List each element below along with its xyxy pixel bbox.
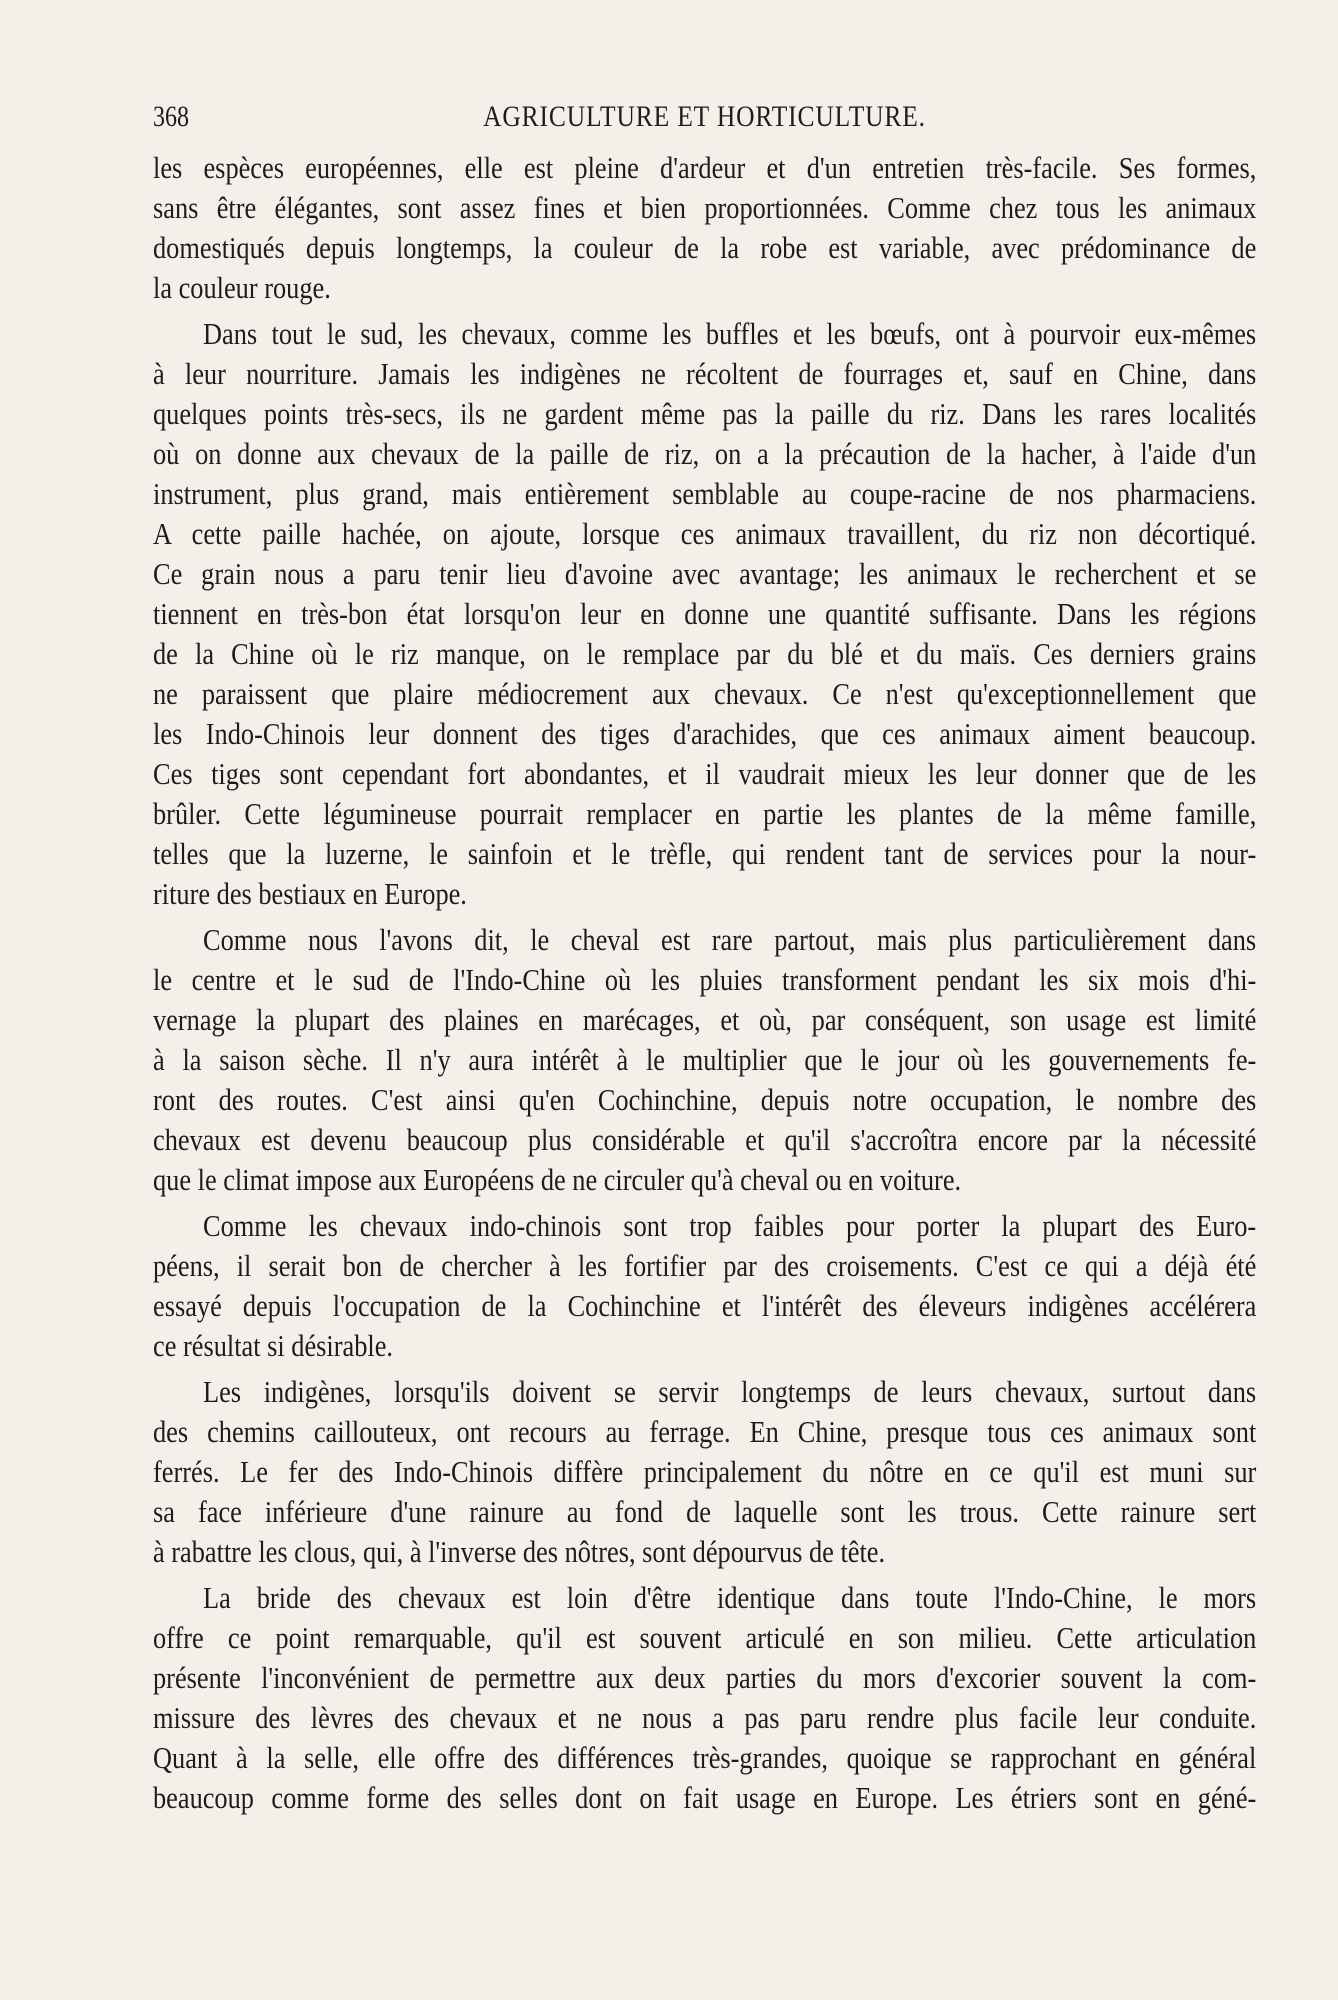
text-line-content: Comme nous l'avons dit, le cheval est rare partout, mais plus particulièrement dans xyxy=(203,922,1257,957)
text-line-content: telles que la luzerne, le sainfoin et le trèfle, qui rendent tant de services pour la nour- xyxy=(153,836,1257,871)
text-line-content: que le climat impose aux Européens de ne circuler qu'à cheval ou en voiture. xyxy=(153,1162,962,1197)
text-line-content: à rabattre les clous, qui, à l'inverse des nôtres, sont dépourvus de tête. xyxy=(153,1534,886,1569)
text-line-content: le centre et le sud de l'Indo-Chine où les pluies transforment pendant les six mois d'hi- xyxy=(153,962,1257,997)
text-line-content: où on donne aux chevaux de la paille de riz, on a la précaution de la hacher, à l'aide d'un xyxy=(153,436,1257,471)
text-line-content: tiennent en très-bon état lorsqu'on leur en donne une quantité suffisante. Dans les régions xyxy=(153,596,1257,631)
text-line-content: à la saison sèche. Il n'y aura intérêt à le multiplier que le jour où les gouvernements fe- xyxy=(153,1042,1257,1077)
text-line-content: les espèces européennes, elle est pleine d'ardeur et d'un entretien très-facile. Ses formes, xyxy=(153,150,1257,185)
paragraph xyxy=(153,1206,1256,1366)
paragraph xyxy=(153,1372,1256,1572)
text-line-content: à leur nourriture. Jamais les indigènes ne récoltent de fourrages et, sauf en Chine, dans xyxy=(153,356,1257,391)
text-line xyxy=(153,1206,1256,1246)
text-line-content: ne paraissent que plaire médiocrement aux chevaux. Ce n'est qu'exceptionnellement que xyxy=(153,676,1257,711)
text-line-content: ce résultat si désirable. xyxy=(153,1328,393,1363)
text-line xyxy=(153,834,1256,874)
page-number: 368 xyxy=(153,100,189,133)
text-line xyxy=(153,1532,1256,1572)
text-line-content: Dans tout le sud, les chevaux, comme les buffles et les bœufs, ont à pourvoir eux-mêmes xyxy=(203,316,1257,351)
text-line xyxy=(153,268,1256,308)
text-line xyxy=(153,554,1256,594)
text-line-content: Quant à la selle, elle offre des différences très-grandes, quoique se rapprochant en général xyxy=(153,1740,1257,1775)
text-line xyxy=(153,228,1256,268)
text-line xyxy=(153,1372,1256,1412)
text-line xyxy=(153,1040,1256,1080)
text-line xyxy=(153,1738,1256,1778)
text-line-content: sans être élégantes, sont assez fines et bien proportionnées. Comme chez tous les animaux xyxy=(153,190,1257,225)
text-line-content: Les indigènes, lorsqu'ils doivent se servir longtemps de leurs chevaux, surtout dans xyxy=(203,1374,1257,1409)
text-line xyxy=(153,1080,1256,1120)
paragraph xyxy=(153,148,1256,308)
text-line-content: sa face inférieure d'une rainure au fond de laquelle sont les trous. Cette rainure sert xyxy=(153,1494,1257,1529)
text-line-content: de la Chine où le riz manque, on le remplace par du blé et du maïs. Ces derniers grains xyxy=(153,636,1257,671)
text-line-content: la couleur rouge. xyxy=(153,270,331,305)
text-line-content: beaucoup comme forme des selles dont on fait usage en Europe. Les étriers sont en géné- xyxy=(153,1780,1257,1815)
text-line xyxy=(153,1120,1256,1160)
text-line xyxy=(153,714,1256,754)
text-line xyxy=(153,960,1256,1000)
text-line-content: riture des bestiaux en Europe. xyxy=(153,876,467,911)
text-line-content: des chemins caillouteux, ont recours au ferrage. En Chine, presque tous ces animaux sont xyxy=(153,1414,1257,1449)
text-line-content: péens, il serait bon de chercher à les fortifier par des croisements. C'est ce qui a déjà été xyxy=(153,1248,1257,1283)
text-line xyxy=(153,188,1256,228)
text-line xyxy=(153,1618,1256,1658)
text-line-content: offre ce point remarquable, qu'il est souvent articulé en son milieu. Cette articulation xyxy=(153,1620,1257,1655)
text-line xyxy=(153,148,1256,188)
text-line xyxy=(153,794,1256,834)
text-line xyxy=(153,1286,1256,1326)
text-line-content: missure des lèvres des chevaux et ne nous a pas paru rendre plus facile leur conduite. xyxy=(153,1700,1257,1735)
text-line xyxy=(153,1000,1256,1040)
text-line xyxy=(153,634,1256,674)
text-line xyxy=(153,474,1256,514)
text-line xyxy=(153,874,1256,914)
running-title: AGRICULTURE ET HORTICULTURE. xyxy=(483,100,926,133)
paragraph xyxy=(153,920,1256,1200)
text-line-content: vernage la plupart des plaines en marécages, et où, par conséquent, son usage est limité xyxy=(153,1002,1257,1037)
text-line xyxy=(153,1160,1256,1200)
text-line xyxy=(153,1578,1256,1618)
text-line-content: Ce grain nous a paru tenir lieu d'avoine avec avantage; les animaux le recherchent et se xyxy=(153,556,1257,591)
page-header xyxy=(153,100,1256,140)
text-line-content: Ces tiges sont cependant fort abondantes, et il vaudrait mieux les leur donner que de les xyxy=(153,756,1257,791)
text-line xyxy=(153,514,1256,554)
text-line xyxy=(153,594,1256,634)
text-line-content: ferrés. Le fer des Indo-Chinois diffère principalement du nôtre en ce qu'il est muni sur xyxy=(153,1454,1257,1489)
text-line-content: essayé depuis l'occupation de la Cochinchine et l'intérêt des éleveurs indigènes accélérera xyxy=(153,1288,1257,1323)
text-line xyxy=(153,434,1256,474)
text-line-content: La bride des chevaux est loin d'être identique dans toute l'Indo-Chine, le mors xyxy=(203,1580,1257,1615)
text-line xyxy=(153,920,1256,960)
text-line-content: présente l'inconvénient de permettre aux deux parties du mors d'excorier souvent la com- xyxy=(153,1660,1257,1695)
paragraph xyxy=(153,314,1256,914)
text-line-content: A cette paille hachée, on ajoute, lorsque ces animaux travaillent, du riz non décortiqué. xyxy=(153,516,1257,551)
page-body xyxy=(153,148,1256,1824)
text-line xyxy=(153,1698,1256,1738)
text-line-content: domestiqués depuis longtemps, la couleur de la robe est variable, avec prédominance de xyxy=(153,230,1257,265)
text-line xyxy=(153,1778,1256,1818)
text-line xyxy=(153,1246,1256,1286)
text-line xyxy=(153,1658,1256,1698)
text-line-content: Comme les chevaux indo-chinois sont trop faibles pour porter la plupart des Euro- xyxy=(203,1208,1257,1243)
text-line-content: chevaux est devenu beaucoup plus considérable et qu'il s'accroîtra encore par la nécessité xyxy=(153,1122,1257,1157)
text-line xyxy=(153,674,1256,714)
text-line-content: les Indo-Chinois leur donnent des tiges d'arachides, que ces animaux aiment beaucoup. xyxy=(153,716,1257,751)
text-line-content: instrument, plus grand, mais entièrement semblable au coupe-racine de nos pharmaciens. xyxy=(153,476,1257,511)
text-line-content: brûler. Cette légumineuse pourrait remplacer en partie les plantes de la même famille, xyxy=(153,796,1257,831)
text-line xyxy=(153,1452,1256,1492)
text-line xyxy=(153,1326,1256,1366)
text-line-content: quelques points très-secs, ils ne gardent même pas la paille du riz. Dans les rares localités xyxy=(153,396,1257,431)
text-line-content: ront des routes. C'est ainsi qu'en Cochinchine, depuis notre occupation, le nombre des xyxy=(153,1082,1257,1117)
text-line xyxy=(153,1412,1256,1452)
text-line xyxy=(153,754,1256,794)
text-line xyxy=(153,394,1256,434)
text-line xyxy=(153,314,1256,354)
text-line xyxy=(153,1492,1256,1532)
paragraph xyxy=(153,1578,1256,1818)
text-line xyxy=(153,354,1256,394)
